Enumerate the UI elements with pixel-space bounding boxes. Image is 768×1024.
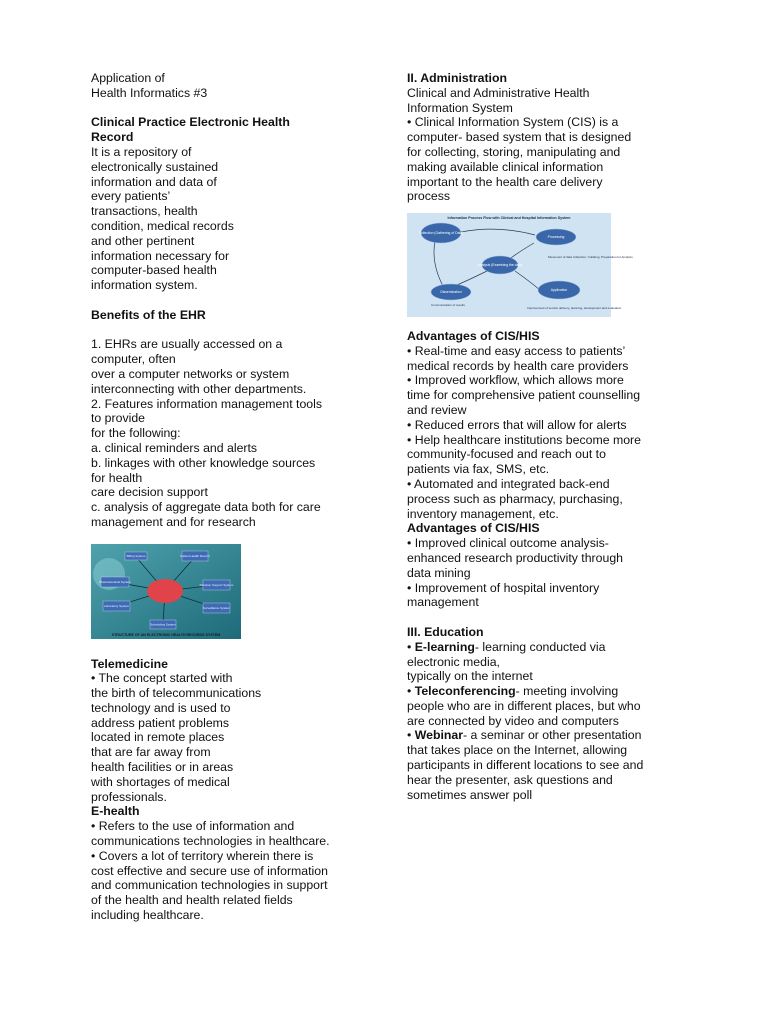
- cis-node-label: Processing: [547, 235, 565, 240]
- education-term: E-learning: [414, 639, 475, 654]
- ehr-node-label: Surveillance System: [202, 605, 231, 610]
- administration-heading: II. Administration: [407, 71, 507, 85]
- ehealth-line: communications technologies in healthcare.: [91, 834, 330, 849]
- education-definition: - learning conducted via: [474, 639, 606, 654]
- cis-note: Movement of data Collection, Collating, Preparation for Analysis: [548, 255, 633, 260]
- telemedicine-line: address patient problems: [91, 715, 230, 730]
- telemedicine-line: located in remote places: [91, 730, 225, 745]
- benefits-body: [91, 337, 371, 529]
- advantage-line: • Automated and integrated back-end: [407, 476, 610, 491]
- cper-heading: [91, 115, 371, 145]
- education-line: typically on the internet: [407, 669, 533, 684]
- ehr-node-label: Laboratory System: [103, 603, 130, 608]
- ehr-figure-caption: STRUCTURE OF AN ELECTRONIC HEALTH RECORDS SYSTEM: [111, 632, 221, 637]
- ehealth-heading: E-health: [91, 804, 140, 819]
- ehr-node-label: Scheduling System: [150, 622, 176, 627]
- ehr-structure-figure: [91, 544, 241, 639]
- advantage-line: patients via fax, SMS, etc.: [407, 462, 550, 477]
- benefits-line: for the following:: [91, 426, 181, 441]
- advantages-heading-2: Advantages of CIS/HIS: [407, 521, 540, 536]
- bullet: •: [407, 639, 415, 654]
- benefits-line: 1. EHRs are usually accessed on a: [91, 337, 283, 352]
- cper-body-line: information system.: [91, 278, 198, 293]
- education-line: hear the presenter, ask questions and: [407, 772, 613, 787]
- telemedicine-line: • The concept started with: [91, 671, 233, 686]
- education-definition: - meeting involving: [515, 684, 619, 699]
- benefits-line: management and for research: [91, 514, 256, 529]
- cper-body-line: transactions, health: [91, 204, 198, 219]
- title-line: Application of: [91, 71, 165, 85]
- telemedicine-line: the birth of telecommunications: [91, 686, 262, 701]
- cis-note: Improvement of service delivery, planning, development and evaluation: [527, 306, 622, 311]
- cis-node-label: Application: [550, 288, 568, 293]
- advantage-line: time for comprehensive patient counselling: [407, 388, 641, 403]
- cper-body-line: and other pertinent: [91, 233, 195, 248]
- advantage-line: • Improvement of hospital inventory: [407, 580, 600, 595]
- education-line: sometimes answer poll: [407, 787, 533, 802]
- benefits-line: over a computer networks or system: [91, 366, 290, 381]
- advantage-line: data mining: [407, 565, 471, 580]
- bullet: •: [407, 728, 415, 743]
- advantage-line: • Real-time and easy access to patients’: [407, 343, 626, 358]
- advantage-line: enhanced research productivity through: [407, 550, 624, 565]
- ehealth-line: • Refers to the use of information and: [91, 819, 295, 834]
- advantage-line: • Reduced errors that will allow for alerts: [407, 417, 627, 432]
- benefits-line: to provide: [91, 411, 146, 426]
- telemedicine-line: technology and is used to: [91, 700, 231, 715]
- cper-body-line: every patients’: [91, 189, 171, 204]
- administration-line: important to the health care delivery: [407, 174, 603, 189]
- telemedicine-line: health facilities or in areas: [91, 760, 234, 775]
- education-line: electronic media,: [407, 654, 500, 669]
- cis-note: Communication of results: [431, 303, 465, 308]
- title-line: Health Informatics #3: [91, 85, 208, 100]
- education-line: are connected by video and computers: [407, 713, 619, 728]
- benefits-line: interconnecting with other departments.: [91, 381, 307, 396]
- cper-body-line: condition, medical records: [91, 218, 234, 233]
- administration-line: Information System: [407, 100, 513, 115]
- education-definition: - a seminar or other presentation: [463, 728, 642, 743]
- administration-body: [407, 86, 687, 204]
- benefits-line: computer, often: [91, 352, 176, 367]
- ehr-center-node: [147, 579, 183, 603]
- telemedicine-body: [91, 671, 371, 804]
- advantage-line: community-focused and reach out to: [407, 447, 606, 462]
- administration-line: making available clinical information: [407, 159, 604, 174]
- cper-body-line: computer-based health: [91, 263, 217, 278]
- benefits-line: care decision support: [91, 485, 208, 500]
- advantages-heading-1: Advantages of CIS/HIS: [407, 328, 540, 343]
- telemedicine-line: that are far away from: [91, 745, 211, 760]
- cis-node-label: Analysis (Examining the data): [477, 263, 523, 268]
- ehealth-body: [91, 819, 371, 923]
- cper-body-line: It is a repository of: [91, 144, 192, 159]
- ehr-node-label: Pharmaceutical System: [99, 579, 131, 584]
- ehealth-line: and communication technologies in support: [91, 878, 328, 893]
- administration-line: process: [407, 189, 451, 204]
- advantage-line: and review: [407, 402, 467, 417]
- ehealth-line: of the health and health related fields: [91, 893, 293, 908]
- telemedicine-heading: Telemedicine: [91, 656, 168, 671]
- education-line: that takes place on the Internet, allowing: [407, 743, 628, 758]
- cis-figure-title: Information Process Flow with Clinical and Hospital Information System: [447, 216, 571, 221]
- education-body: [407, 640, 687, 803]
- cis-process-flow-figure: [407, 213, 633, 317]
- benefits-line: for health: [91, 470, 143, 485]
- left-column: [91, 71, 371, 923]
- cis-node-label: Dissemination: [440, 290, 462, 295]
- education-term: Teleconferencing: [414, 684, 516, 699]
- right-column: [407, 71, 687, 802]
- cis-node-label: Collection (Gathering of Data): [418, 231, 464, 236]
- administration-line: Clinical and Administrative Health: [407, 85, 590, 100]
- benefits-line: c. analysis of aggregate data both for care: [91, 500, 321, 515]
- advantage-line: process such as pharmacy, purchasing,: [407, 491, 623, 506]
- education-heading: III. Education: [407, 624, 484, 639]
- telemedicine-line: professionals.: [91, 789, 167, 804]
- ehr-node-label: Billing System: [126, 553, 146, 558]
- benefits-heading: Benefits of the EHR: [91, 307, 206, 322]
- document-title: [91, 71, 371, 101]
- benefits-line: b. linkages with other knowledge sources: [91, 455, 316, 470]
- advantage-line: • Help healthcare institutions become more: [407, 432, 641, 447]
- cper-body-line: electronically sustained: [91, 159, 219, 174]
- cper-heading-line: Record: [91, 130, 134, 145]
- advantage-line: medical records by health care providers: [407, 358, 629, 373]
- advantages-body-2: [407, 536, 687, 610]
- ehr-node-label: Decision Support System: [199, 582, 234, 587]
- benefits-line: a. clinical reminders and alerts: [91, 440, 258, 455]
- telemedicine-line: with shortages of medical: [91, 774, 230, 789]
- education-line: people who are in different places, but who: [407, 698, 641, 713]
- education-term: Webinar: [414, 728, 464, 743]
- cper-heading-line: Clinical Practice Electronic Health: [91, 115, 290, 130]
- administration-line: • Clinical Information System (CIS) is a: [407, 115, 619, 130]
- cper-body-line: information and data of: [91, 174, 217, 189]
- advantage-line: inventory management, etc.: [407, 506, 559, 521]
- administration-line: for collecting, storing, manipulating and: [407, 144, 621, 159]
- ehealth-line: cost effective and secure use of information: [91, 863, 328, 878]
- education-item: [407, 728, 687, 743]
- ehealth-line: including healthcare.: [91, 908, 204, 923]
- education-line: participants in different locations to see and: [407, 758, 644, 773]
- advantage-line: • Improved clinical outcome analysis-: [407, 536, 609, 551]
- advantage-line: management: [407, 595, 479, 610]
- ehr-node-label: Patient Health Record: [180, 553, 210, 558]
- cper-body: [91, 145, 371, 293]
- advantages-body-1: [407, 344, 687, 522]
- education-item: [407, 684, 687, 699]
- education-item: [407, 640, 687, 655]
- bullet: •: [407, 684, 415, 699]
- advantage-line: • Improved workflow, which allows more: [407, 373, 624, 388]
- cper-body-line: information necessary for: [91, 248, 230, 263]
- administration-line: computer- based system that is designed: [407, 130, 632, 145]
- ehealth-line: • Covers a lot of territory wherein there is: [91, 848, 314, 863]
- benefits-line: 2. Features information management tools: [91, 396, 323, 411]
